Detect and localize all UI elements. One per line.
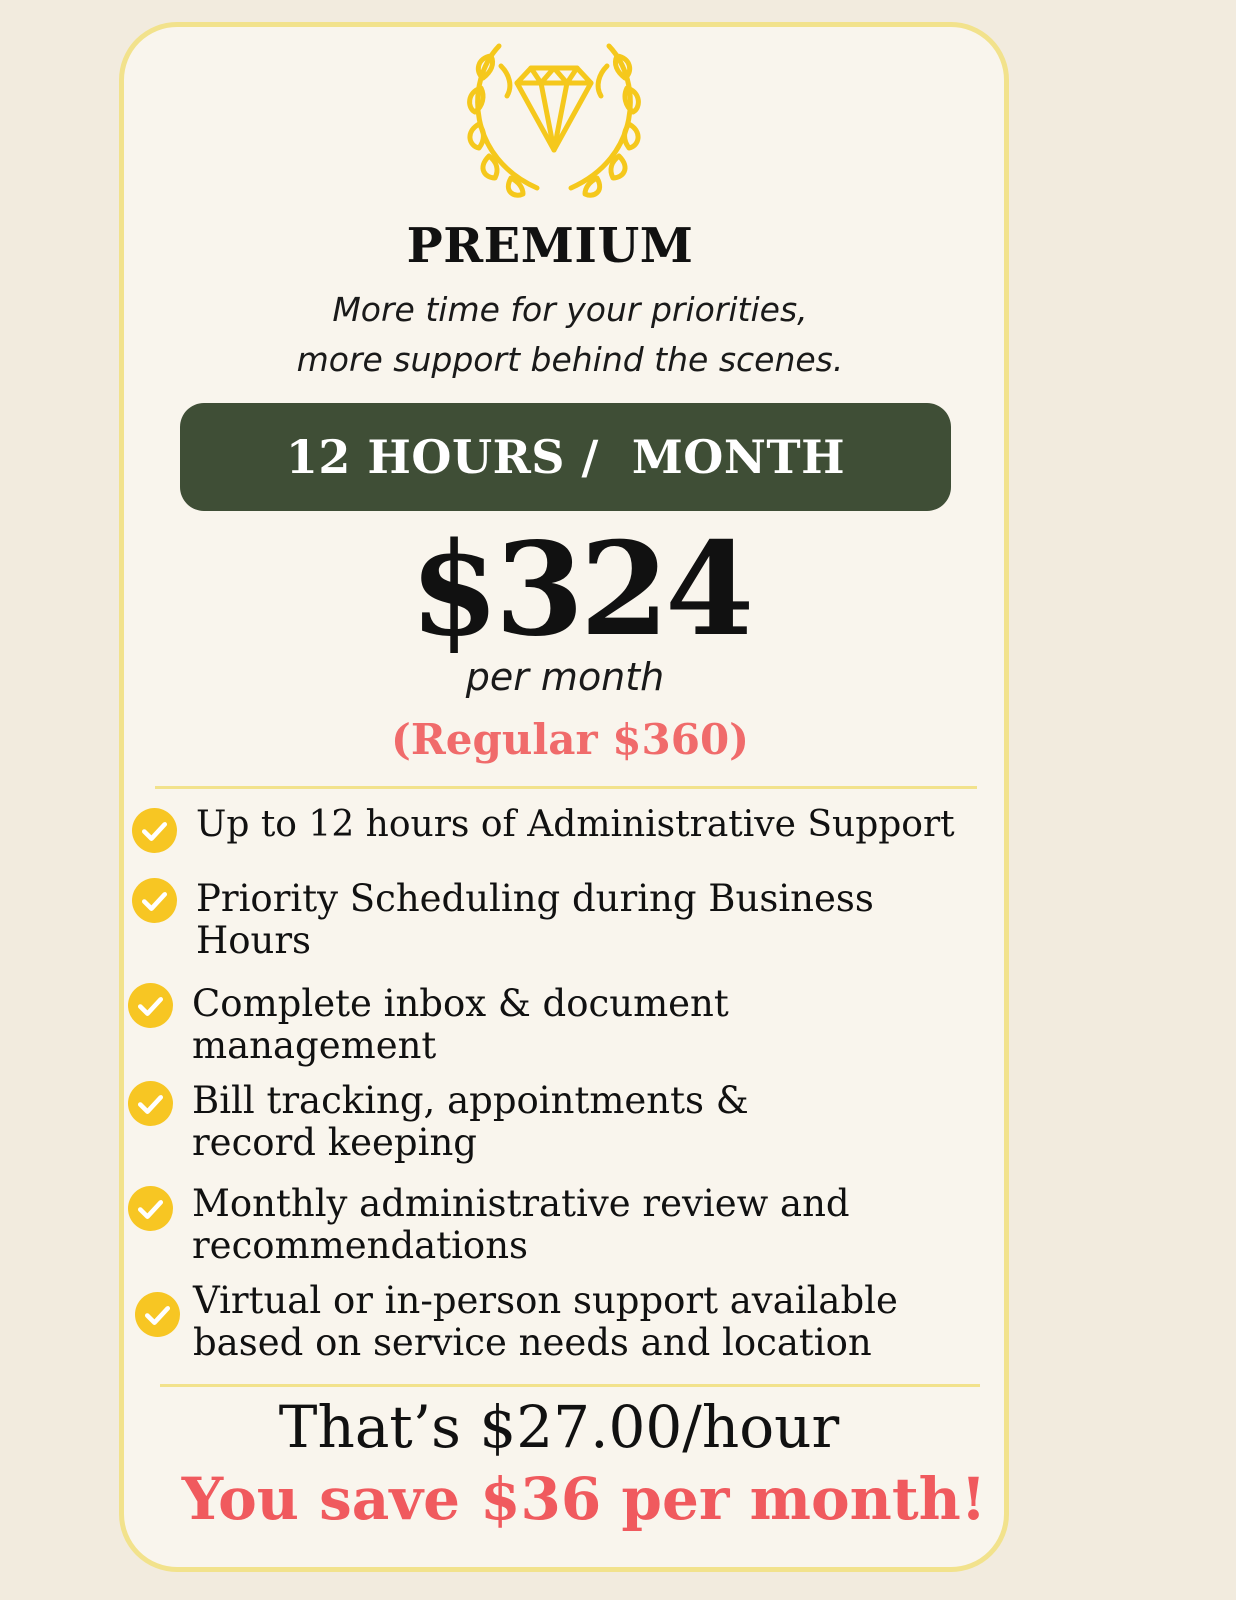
check-circle-icon	[132, 808, 177, 853]
savings-callout: You save $36 per month!	[181, 1465, 987, 1533]
feature-line: based on service needs and location	[193, 1321, 872, 1364]
divider-bottom	[160, 1384, 980, 1387]
plan-tagline-line1: More time for your priorities,	[332, 290, 808, 329]
feature-line: record keeping	[192, 1121, 477, 1164]
check-circle-icon	[135, 1292, 180, 1337]
check-circle-icon	[128, 1186, 173, 1231]
check-circle-icon	[132, 878, 177, 923]
feature-line: Monthly administrative review and	[192, 1182, 850, 1225]
regular-price: (Regular $360)	[390, 715, 750, 764]
feature-line: Bill tracking, appointments &	[192, 1079, 749, 1122]
feature-line: management	[192, 1024, 437, 1067]
diamond-laurel-icon	[459, 38, 649, 200]
plan-price: $324	[409, 515, 751, 665]
feature-line: Hours	[196, 919, 312, 962]
plan-title: PREMIUM	[406, 218, 694, 274]
feature-line: Complete inbox & document	[192, 982, 729, 1025]
price-period: per month	[465, 655, 665, 699]
feature-line: recommendations	[192, 1224, 529, 1267]
plan-tagline-line2: more support behind the scenes.	[296, 340, 844, 379]
check-circle-icon	[128, 983, 173, 1028]
check-circle-icon	[128, 1081, 173, 1126]
hours-per-month-badge: 12 HOURS / MONTH	[180, 403, 951, 511]
feature-line: Virtual or in-person support available	[193, 1279, 898, 1322]
feature-line: Priority Scheduling during Business	[196, 877, 874, 920]
feature-line: Up to 12 hours of Administrative Support	[196, 804, 955, 845]
divider-top	[155, 786, 977, 789]
hourly-rate: That’s $27.00/hour	[278, 1393, 840, 1461]
